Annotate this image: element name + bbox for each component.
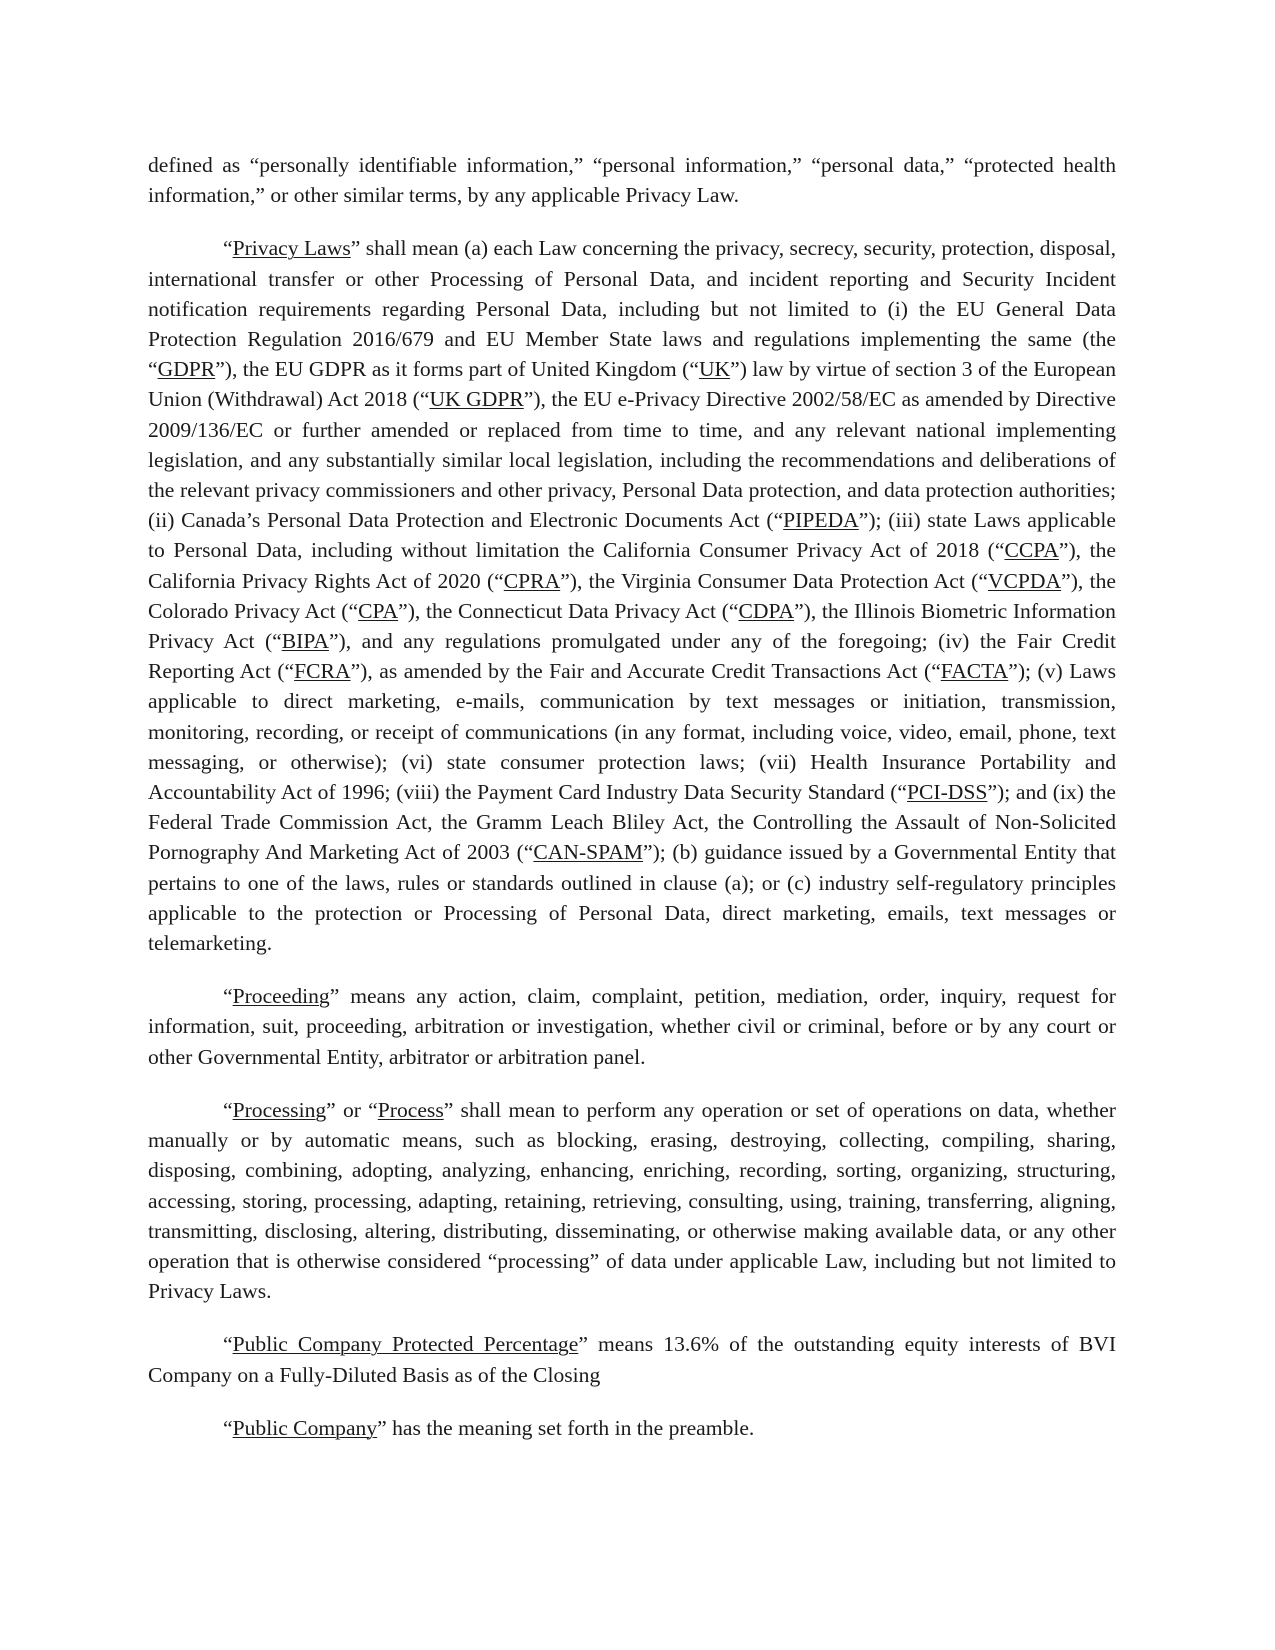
defined-term: UK bbox=[698, 357, 731, 382]
paragraph-text: ”), the California Privacy Rights Act of 2020 (“ bbox=[148, 538, 1117, 593]
paragraph-text: ”); (iii) state Laws applicable to Personal Data, including without limitation the California Consumer Privacy Act of 2018 (“ bbox=[148, 508, 1116, 563]
paragraph-text: ” has the meaning set forth in the preamble. bbox=[377, 1415, 755, 1440]
paragraph-text: ”), and any regulations promulgated under any of the foregoing; (iv) the Fair Credit Reporting Act (“ bbox=[148, 629, 1116, 684]
defined-term: VCPDA bbox=[987, 568, 1062, 593]
paragraph-text: ”), as amended by the Fair and Accurate Credit Transactions Act (“ bbox=[350, 659, 941, 684]
defined-term: CAN-SPAM bbox=[533, 840, 643, 865]
paragraph-text: ”), the EU GDPR as it forms part of United Kingdom (“ bbox=[215, 357, 699, 382]
processing-definition-paragraph bbox=[148, 1095, 1116, 1306]
paragraph-text: ”), the Virginia Consumer Data Protection Act (“ bbox=[560, 568, 988, 593]
defined-term: Public Company Protected Percentage bbox=[232, 1332, 579, 1357]
defined-term: FCRA bbox=[294, 659, 351, 684]
defined-term: CCPA bbox=[1004, 538, 1059, 563]
defined-term: CPRA bbox=[503, 568, 561, 593]
paragraph-text: “ bbox=[223, 1332, 233, 1357]
paragraph-text: “ bbox=[223, 236, 233, 261]
paragraph-text: “ bbox=[223, 984, 233, 1009]
proceeding-definition-paragraph bbox=[148, 981, 1116, 1072]
paragraph-text: ”), the Colorado Privacy Act (“ bbox=[148, 568, 1116, 623]
paragraph-text: ”); (b) guidance issued by a Governmental Entity that pertains to one of the laws, rules or standards outlined in clause (a); or (c) industry self-regulatory principles applicable to the protection or Processing of Personal Data, direct marketing, emails, text messages or telemarketing. bbox=[148, 840, 1116, 956]
defined-term: Privacy Laws bbox=[232, 236, 351, 261]
paragraph-text: “ bbox=[223, 1415, 233, 1440]
paragraph-text: ”); and (ix) the Federal Trade Commission Act, the Gramm Leach Bliley Act, the Controlling the Assault of Non-Solicited Pornography And Marketing Act of 2003 (“ bbox=[148, 780, 1116, 865]
paragraph-text: ” shall mean to perform any operation or set of operations on data, whether manually or by automatic means, such as blocking, erasing, destroying, collecting, compiling, sharing, disposing, combining, adopting, analyzing, enhancing, enriching, recording, sorting, organizing, structuring, accessing, storing, processing, adapting, retaining, retrieving, consulting, using, training, transferring, aligning, transmitting, disclosing, altering, distributing, disseminating, or otherwise making available data, or any other operation that is otherwise considered “processing” of data under applicable Law, including but not limited to Privacy Laws. bbox=[148, 1097, 1116, 1304]
paragraph-text: defined as “personally identifiable information,” “personal information,” “personal data,” “protected health information,” or other similar terms, by any applicable Privacy Law. bbox=[148, 153, 1116, 208]
paragraph-text: ” means any action, claim, complaint, petition, mediation, order, inquiry, request for information, suit, proceeding, arbitration or investigation, whether civil or criminal, before or by any court or other Governmental Entity, arbitrator or arbitration panel. bbox=[148, 984, 1116, 1069]
paragraph-text: ”), the Connecticut Data Privacy Act (“ bbox=[398, 598, 739, 623]
defined-term: BIPA bbox=[281, 629, 329, 654]
defined-term: Public Company bbox=[232, 1415, 378, 1440]
paragraph-text: “ bbox=[223, 1097, 233, 1122]
defined-term: PIPEDA bbox=[783, 508, 859, 533]
defined-term: PCI-DSS bbox=[907, 780, 988, 805]
defined-term: CPA bbox=[358, 598, 399, 623]
defined-term: Process bbox=[377, 1097, 444, 1122]
personal-data-continuation-paragraph bbox=[148, 150, 1116, 210]
defined-term: FACTA bbox=[940, 659, 1009, 684]
defined-term: UK GDPR bbox=[429, 387, 524, 412]
paragraph-text: ” shall mean (a) each Law concerning the privacy, secrecy, security, protection, disposal, international transfer or other Processing of Personal Data, and incident reporting and Security Incident notification requirements regarding Personal Data, including but not limited to (i) the EU General Data Protection Regulation 2016/679 and EU Member State laws and regulations implementing the same (the “ bbox=[148, 236, 1116, 382]
paragraph-text: ”) law by virtue of section 3 of the European Union (Withdrawal) Act 2018 (“ bbox=[148, 357, 1116, 412]
document-page bbox=[148, 150, 1116, 1466]
paragraph-text: ”), the Illinois Biometric Information Privacy Act (“ bbox=[148, 598, 1116, 654]
defined-term: CDPA bbox=[738, 598, 795, 623]
defined-term: Proceeding bbox=[232, 984, 330, 1009]
public-company-definition-paragraph bbox=[148, 1413, 1116, 1443]
defined-term: GDPR bbox=[157, 357, 216, 382]
paragraph-text: ”), the EU e-Privacy Directive 2002/58/EC as amended by Directive 2009/136/EC or further amended or replaced from time to time, and any relevant national implementing legislation, and any substantially similar local legislation, including the recommendations and deliberations of the relevant privacy commissioners and other privacy, Personal Data protection, and data protection authorities; (ii) Canada’s Personal Data Protection and Electronic Documents Act (“ bbox=[148, 387, 1116, 533]
paragraph-text: ”); (v) Laws applicable to direct marketing, e-mails, communication by text messages or initiation, transmission, monitoring, recording, or receipt of communications (in any format, including voice, video, email, phone, text messaging, or otherwise); (vi) state consumer protection laws; (vii) Health Insurance Portability and Accountability Act of 1996; (viii) the Payment Card Industry Data Security Standard (“ bbox=[148, 659, 1116, 805]
privacy-laws-definition-paragraph bbox=[148, 233, 1116, 958]
public-company-protected-percentage-definition-paragraph bbox=[148, 1329, 1116, 1389]
paragraph-text: ” means 13.6% of the outstanding equity interests of BVI Company on a Fully-Diluted Basis as of the Closing bbox=[148, 1332, 1117, 1387]
paragraph-text: ” or “ bbox=[326, 1097, 378, 1122]
defined-term: Processing bbox=[232, 1097, 327, 1122]
